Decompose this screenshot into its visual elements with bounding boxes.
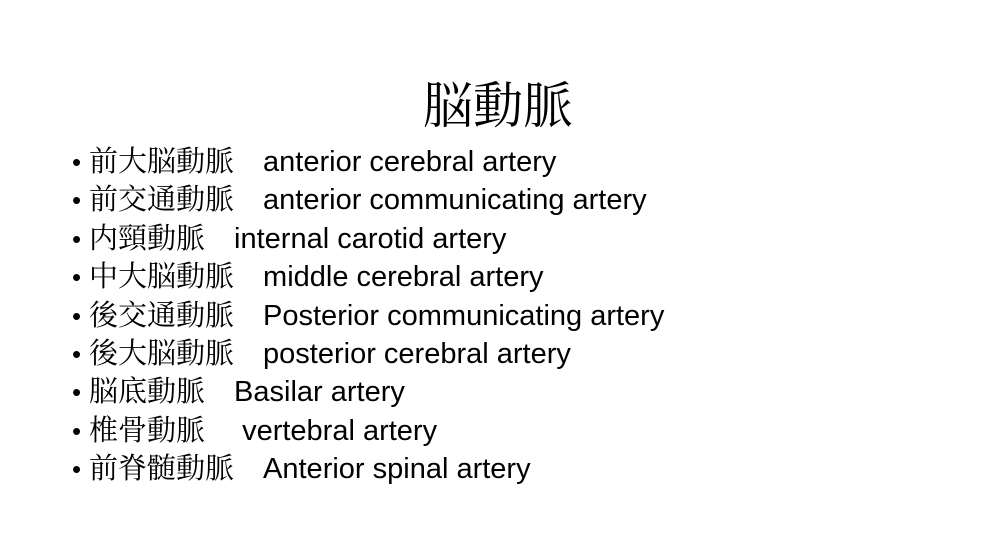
bullet-icon: • xyxy=(72,147,82,177)
separator xyxy=(234,184,263,216)
artery-name-jp: 後交通動脈 xyxy=(89,299,235,332)
bullet-icon: • xyxy=(72,377,82,408)
bullet-icon: • xyxy=(72,300,82,331)
separator xyxy=(234,146,263,178)
artery-name-jp: 椎骨動脈 xyxy=(89,414,206,447)
list-item xyxy=(72,412,664,450)
separator xyxy=(205,223,234,255)
bullet-icon: • xyxy=(72,339,82,370)
artery-name-jp: 後大脳動脈 xyxy=(89,338,235,371)
artery-name-en: middle cerebral artery xyxy=(263,261,544,294)
bullet-icon: • xyxy=(72,262,82,293)
artery-name-en: Anterior spinal artery xyxy=(263,453,531,486)
artery-name-jp: 内頸動脈 xyxy=(89,222,206,255)
artery-name-en: anterior communicating artery xyxy=(263,184,647,217)
bullet-icon: • xyxy=(72,454,82,485)
bullet-icon: • xyxy=(72,415,82,446)
separator xyxy=(205,415,242,447)
list-item xyxy=(72,181,664,219)
artery-name-jp: 前交通動脈 xyxy=(89,184,235,217)
artery-list xyxy=(72,143,664,489)
list-item xyxy=(72,297,664,335)
separator xyxy=(205,376,234,408)
list-item xyxy=(72,143,664,181)
artery-name-en: posterior cerebral artery xyxy=(263,338,571,371)
artery-name-en: internal carotid artery xyxy=(234,222,507,255)
artery-name-jp: 前脊髄動脈 xyxy=(89,453,235,486)
separator xyxy=(234,453,263,485)
artery-name-en: vertebral artery xyxy=(242,414,438,447)
slide-title: 脳動脈 xyxy=(423,77,573,134)
artery-name-en: Basilar artery xyxy=(234,376,405,409)
list-item xyxy=(72,373,664,411)
artery-name-jp: 中大脳動脈 xyxy=(89,261,235,294)
list-item xyxy=(72,450,664,488)
list-item xyxy=(72,335,664,373)
separator xyxy=(234,338,263,370)
bullet-icon: • xyxy=(72,223,82,254)
separator xyxy=(234,261,263,293)
artery-name-en: Posterior communicating artery xyxy=(263,299,665,332)
list-item xyxy=(72,258,664,296)
separator xyxy=(234,300,263,332)
artery-name-jp: 脳底動脈 xyxy=(89,376,206,409)
list-item xyxy=(72,220,664,258)
artery-name-en: anterior cerebral artery xyxy=(263,146,557,178)
bullet-icon: • xyxy=(72,185,82,216)
artery-name-jp: 前大脳動脈 xyxy=(89,146,235,178)
